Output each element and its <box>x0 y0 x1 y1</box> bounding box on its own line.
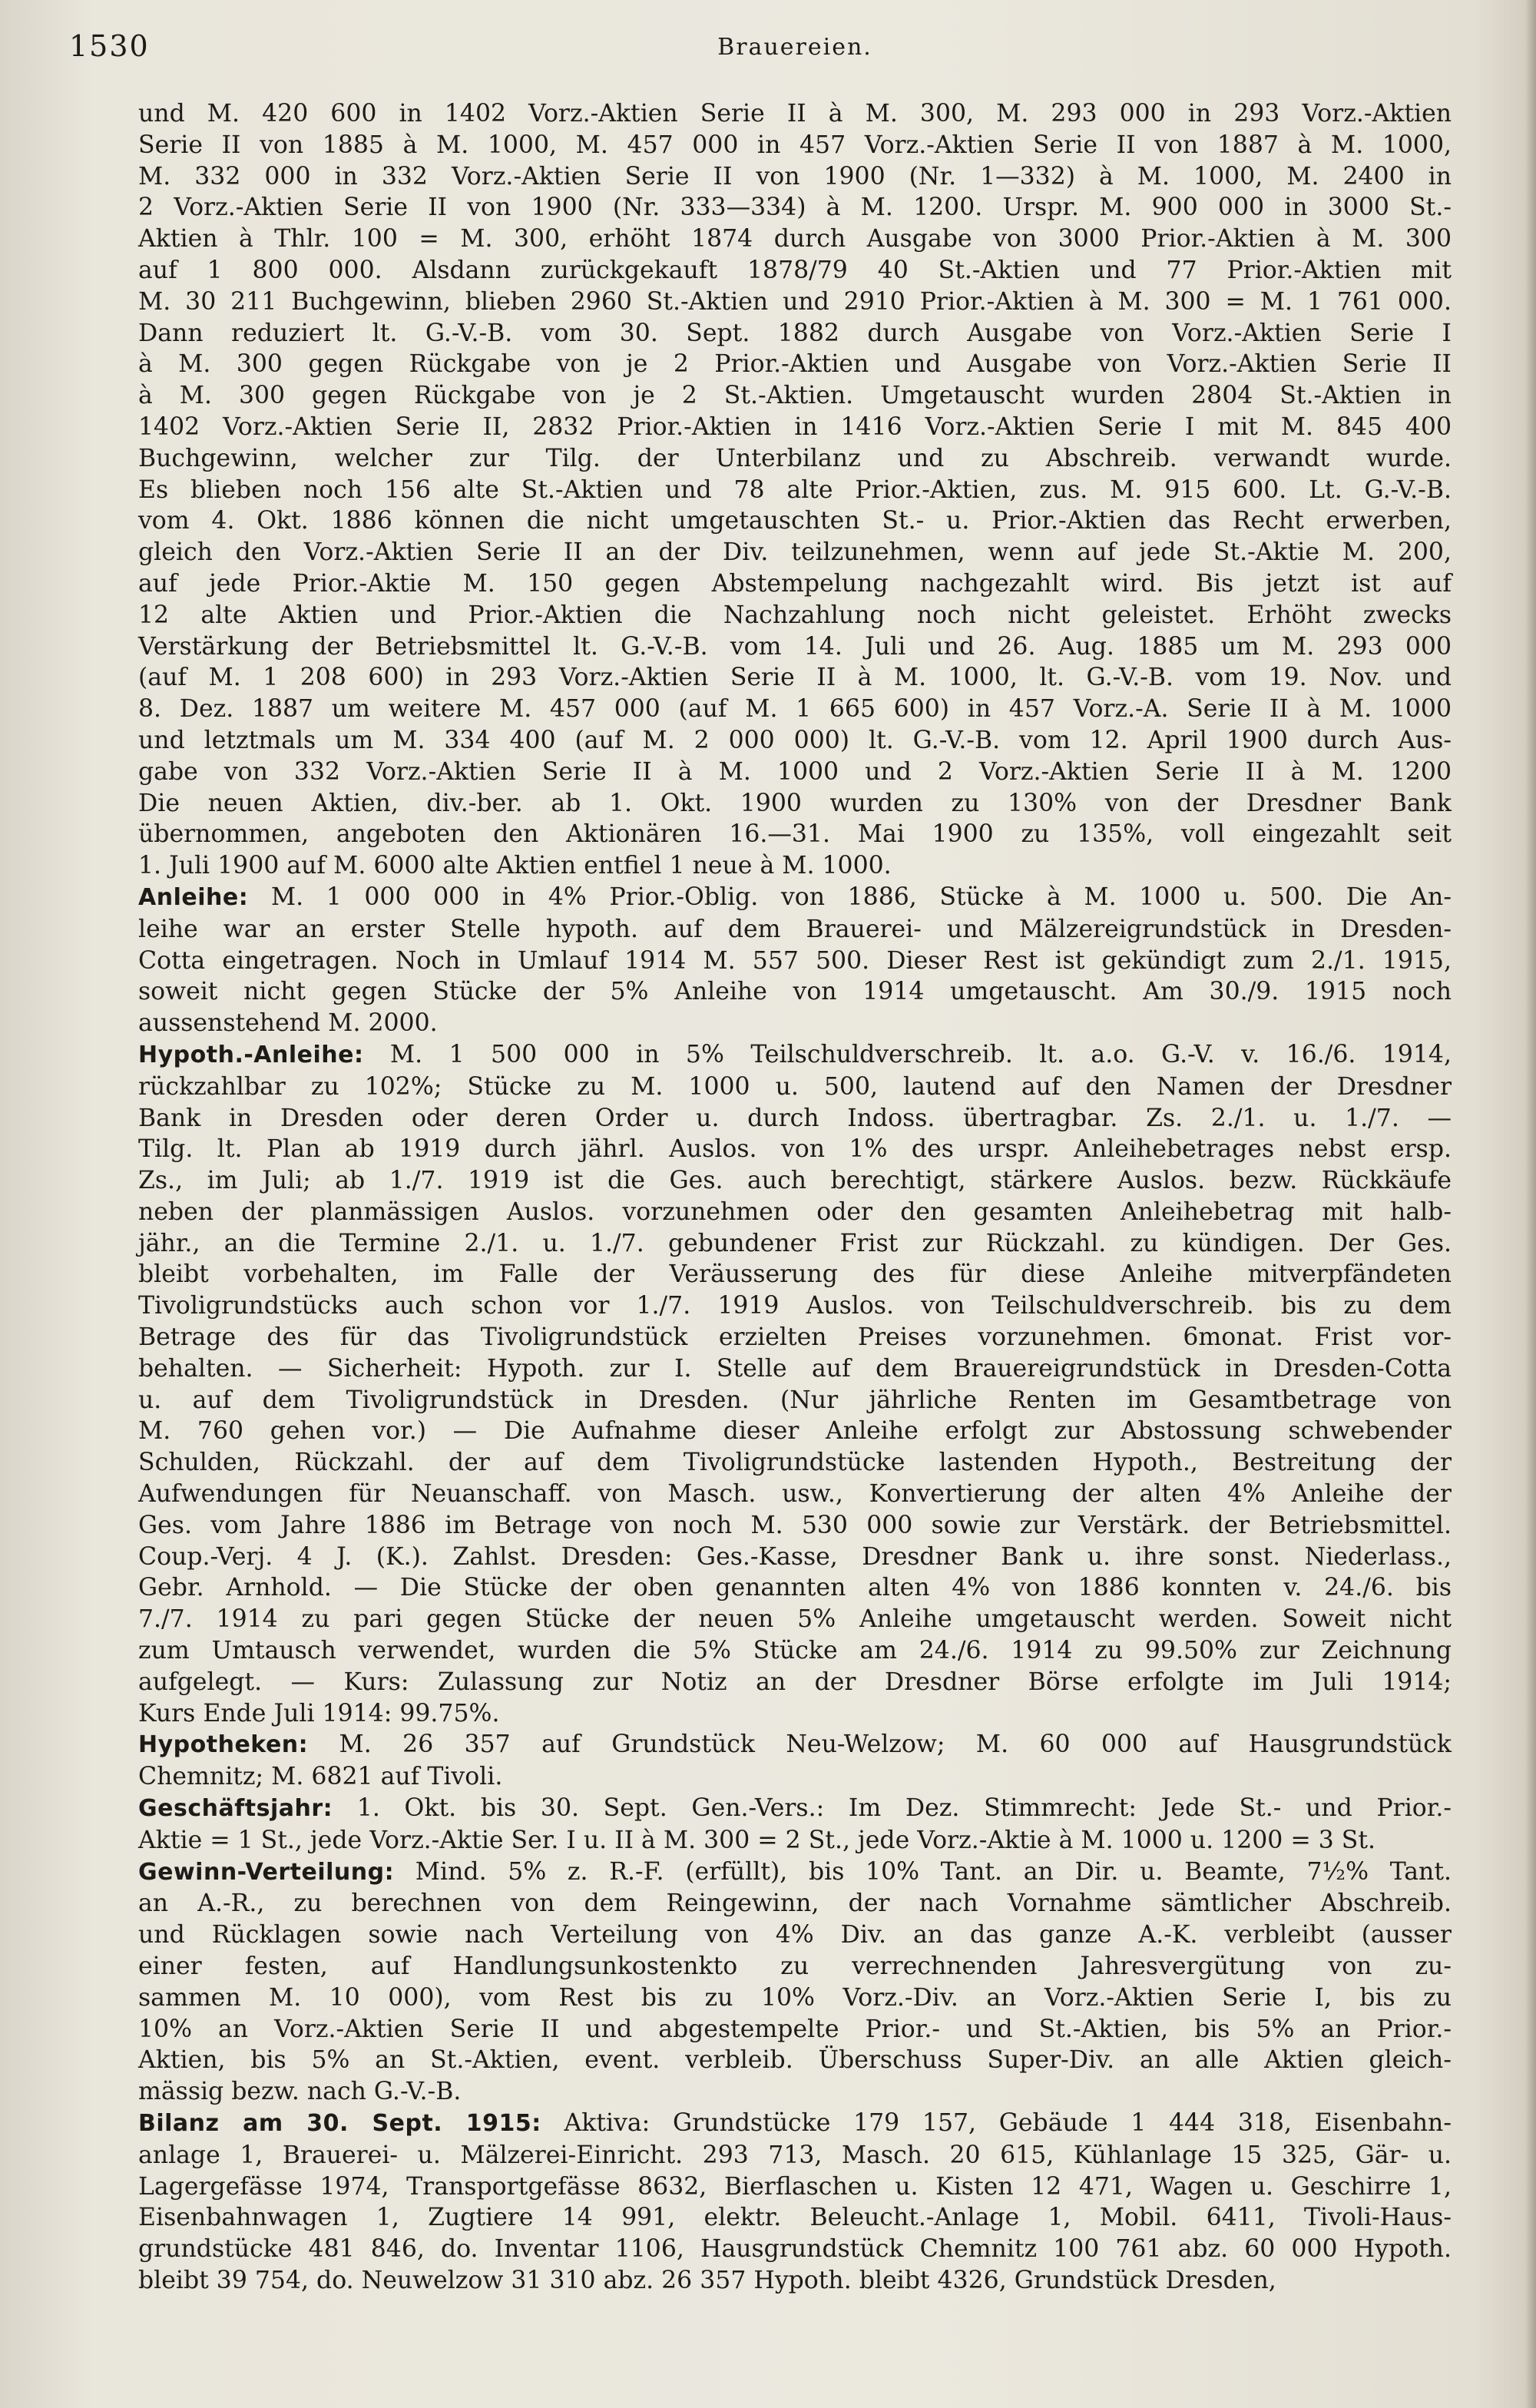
line-text: Mind. 5% z. R.-F. (erfüllt), bis 10% Tant. an Dir. u. Beamte, 7½% Tant. <box>394 1857 1452 1886</box>
text-line: übernommen, angeboten den Aktionären 16.—31. Mai 1900 zu 135%, voll eingezahlt seit <box>138 820 1452 849</box>
text-line: auf 1 800 000. Alsdann zurückgekauft 1878/79 40 St.-Aktien und 77 Prior.-Aktien mit <box>138 256 1452 284</box>
text-line: M. 30 211 Buchgewinn, blieben 2960 St.-Aktien und 2910 Prior.-Aktien à M. 300 = M. 1 761 000. <box>138 287 1452 316</box>
text-line: Aktien à Thlr. 100 = M. 300, erhöht 1874 durch Ausgabe von 3000 Prior.-Aktien à M. 300 <box>138 225 1452 253</box>
text-line: 12 alte Aktien und Prior.-Aktien die Nachzahlung noch nicht geleistet. Erhöht zwecks <box>138 601 1452 629</box>
section-heading: Gewinn-Verteilung: <box>138 1858 395 1886</box>
section-paragraph <box>138 1729 1452 1793</box>
line-text: 1. Okt. bis 30. Sept. Gen.-Vers.: Im Dez. Stimmrecht: Jede St.- und Prior.- <box>333 1794 1452 1823</box>
text-line: Chemnitz; M. 6821 auf Tivoli. <box>138 1763 503 1791</box>
text-line: 1. Juli 1900 auf M. 6000 alte Aktien entfiel 1 neue à M. 1000. <box>138 852 892 880</box>
section-heading: Hypotheken: <box>138 1731 309 1759</box>
running-head: Brauereien. <box>717 34 872 61</box>
text-line: auf jede Prior.-Aktie M. 150 gegen Abstempelung nachgezahlt wird. Bis jetzt ist auf <box>138 569 1452 598</box>
text-line: 10% an Vorz.-Aktien Serie II und abgestempelte Prior.- und St.-Aktien, bis 5% an Prior.- <box>138 2015 1452 2043</box>
text-line: Tilg. lt. Plan ab 1919 durch jährl. Auslos. von 1% des urspr. Anleihebetrages nebst ersp. <box>138 1135 1452 1164</box>
text-line: 1402 Vorz.-Aktien Serie II, 2832 Prior.-Aktien in 1416 Vorz.-Aktien Serie I mit M. 845 400 <box>138 412 1452 441</box>
text-line: neben der planmässigen Auslos. vorzunehmen oder den gesamten Anleihebetrag mit halb- <box>138 1197 1452 1226</box>
text-line <box>138 2108 1452 2140</box>
text-line: Verstärkung der Betriebsmittel lt. G.-V.-B. vom 14. Juli und 26. Aug. 1885 um M. 293 000 <box>138 632 1452 661</box>
text-line: zum Umtausch verwendet, wurden die 5% Stücke am 24./6. 1914 zu 99.50% zur Zeichnung <box>138 1637 1452 1665</box>
text-line: an A.-R., zu berechnen von dem Reingewinn, der nach Vornahme sämtlicher Abschreib. <box>138 1890 1452 1918</box>
text-line: à M. 300 gegen Rückgabe von je 2 Prior.-Aktien und Ausgabe von Vorz.-Aktien Serie II <box>138 350 1452 379</box>
text-line: behalten. — Sicherheit: Hypoth. zur I. Stelle auf dem Brauereigrundstück in Dresden-Cotta <box>138 1354 1452 1383</box>
text-line: und letztmals um M. 334 400 (auf M. 2 000 000) lt. G.-V.-B. vom 12. April 1900 durch Aus- <box>138 726 1452 754</box>
text-line: vom 4. Okt. 1886 können die nicht umgetauschten St.- u. Prior.-Aktien das Recht erwerben, <box>138 507 1452 535</box>
text-line: M. 760 gehen vor.) — Die Aufnahme dieser Anleihe erfolgt zur Abstossung schwebender <box>138 1417 1452 1446</box>
text-line: anlage 1, Brauerei- u. Mälzerei-Einricht. 293 713, Masch. 20 615, Kühlanlage 15 325, Gär- u. <box>138 2141 1452 2169</box>
section-paragraph <box>138 1793 1452 1857</box>
text-line: Eisenbahnwagen 1, Zugtiere 14 991, elektr. Beleucht.-Anlage 1, Mobil. 6411, Tivoli-Haus- <box>138 2204 1452 2232</box>
section-heading: Geschäftsjahr: <box>138 1795 333 1823</box>
text-line: einer festen, auf Handlungsunkostenkto zu verrechnenden Jahresvergütung von zu- <box>138 1953 1452 1981</box>
text-line: Es blieben noch 156 alte St.-Aktien und 78 alte Prior.-Aktien, zus. M. 915 600. Lt. G.-V.-B. <box>138 475 1452 504</box>
section-paragraph <box>138 2108 1452 2297</box>
text-line: (auf M. 1 208 600) in 293 Vorz.-Aktien Serie II à M. 1000, lt. G.-V.-B. vom 19. Nov. und <box>138 664 1452 692</box>
text-line: und Rücklagen sowie nach Verteilung von 4% Div. an das ganze A.-K. verbleibt (ausser <box>138 1921 1452 1949</box>
text-line: Betrage des für das Tivoligrundstück erzielten Preises vorzunehmen. 6monat. Frist vor- <box>138 1323 1452 1352</box>
line-text: M. 1 000 000 in 4% Prior.-Oblig. von 1886, Stücke à M. 1000 u. 500. Die An- <box>248 883 1452 911</box>
text-line: grundstücke 481 846, do. Inventar 1106, Hausgrundstück Chemnitz 100 761 abz. 60 000 Hypoth. <box>138 2235 1452 2264</box>
text-line: M. 332 000 in 332 Vorz.-Aktien Serie II von 1900 (Nr. 1—332) à M. 1000, M. 2400 in <box>138 162 1452 190</box>
text-line: Tivoligrundstücks auch schon vor 1./7. 1919 Auslos. von Teilschuldverschreib. bis zu dem <box>138 1292 1452 1320</box>
text-line: 7./7. 1914 zu pari gegen Stücke der neuen 5% Anleihe umgetauscht werden. Soweit nicht <box>138 1605 1452 1634</box>
text-line: Schulden, Rückzahl. der auf dem Tivoligrundstücke lastenden Hypoth., Bestreitung der <box>138 1449 1452 1477</box>
text-line: gabe von 332 Vorz.-Aktien Serie II à M. 1000 und 2 Vorz.-Aktien Serie II à M. 1200 <box>138 757 1452 786</box>
section-heading: Bilanz am 30. Sept. 1915: <box>138 2110 541 2137</box>
page-edge-shadow <box>1525 0 1536 2408</box>
text-line: 2 Vorz.-Aktien Serie II von 1900 (Nr. 333—334) à M. 1200. Urspr. M. 900 000 in 3000 St.- <box>138 194 1452 222</box>
text-line: Lagergefässe 1974, Transportgefässe 8632, Bierflaschen u. Kisten 12 471, Wagen u. Geschirre 1, <box>138 2172 1452 2201</box>
text-line: Aktie = 1 St., jede Vorz.-Aktie Ser. I u. II à M. 300 = 2 St., jede Vorz.-Aktie à M. 1000 u. 1200 = 3 St. <box>138 1826 1376 1854</box>
line-text: Aktiva: Grundstücke 179 157, Gebäude 1 444 318, Eisenbahn- <box>541 2109 1452 2137</box>
text-line: Bank in Dresden oder deren Order u. durch Indoss. übertragbar. Zs. 2./1. u. 1./7. — <box>138 1104 1452 1132</box>
text-line: soweit nicht gegen Stücke der 5% Anleihe von 1914 umgetauscht. Am 30./9. 1915 noch <box>138 978 1452 1006</box>
text-line: sammen M. 10 000), vom Rest bis zu 10% Vorz.-Div. an Vorz.-Aktien Serie I, bis zu <box>138 1983 1452 2012</box>
text-line: Aktien, bis 5% an St.-Aktien, event. verbleib. Überschuss Super-Div. an alle Aktien gleich- <box>138 2046 1452 2075</box>
text-line <box>138 1857 1452 1889</box>
line-text: M. 1 500 000 in 5% Teilschuldverschreib. lt. a.o. G.-V. v. 16./6. 1914, <box>363 1040 1452 1068</box>
text-line: gleich den Vorz.-Aktien Serie II an der Div. teilzunehmen, wenn auf jede St.-Aktie M. 200, <box>138 538 1452 567</box>
text-line: Gebr. Arnhold. — Die Stücke der oben genannten alten 4% von 1886 konnten v. 24./6. bis <box>138 1574 1452 1602</box>
text-line: jähr., an die Termine 2./1. u. 1./7. gebundener Frist zur Rückzahl. zu kündigen. Der Ges. <box>138 1229 1452 1257</box>
text-line: u. auf dem Tivoligrundstück in Dresden. (Nur jährliche Renten im Gesamtbetrage von <box>138 1386 1452 1414</box>
body-text <box>138 98 1452 2297</box>
text-line: mässig bezw. nach G.-V.-B. <box>138 2078 462 2106</box>
line-text: M. 26 357 auf Grundstück Neu-Welzow; M. 60 000 auf Hausgrundstück <box>308 1731 1452 1759</box>
text-line: bleibt vorbehalten, im Falle der Veräusserung des für diese Anleihe mitverpfändeten <box>138 1260 1452 1289</box>
page-header <box>69 29 1475 75</box>
section-heading: Hypoth.-Anleihe: <box>138 1041 364 1068</box>
text-line: 8. Dez. 1887 um weitere M. 457 000 (auf M. 1 665 600) in 457 Vorz.-A. Serie II à M. 1000 <box>138 695 1452 724</box>
text-line: Buchgewinn, welcher zur Tilg. der Unterbilanz und zu Abschreib. verwandt wurde. <box>138 444 1452 472</box>
section-paragraph <box>138 882 1452 1039</box>
text-line <box>138 1793 1452 1825</box>
text-line: Ges. vom Jahre 1886 im Betrage von noch M. 530 000 sowie zur Verstärk. der Betriebsmittel. <box>138 1511 1452 1539</box>
text-line: leihe war an erster Stelle hypoth. auf dem Brauerei- und Mälzereigrundstück in Dresden- <box>138 915 1452 943</box>
section-heading: Anleihe: <box>138 883 249 911</box>
text-line: bleibt 39 754, do. Neuwelzow 31 310 abz. 26 357 Hypoth. bleibt 4326, Grundstück Dresden, <box>138 2266 1276 2294</box>
text-line: und M. 420 600 in 1402 Vorz.-Aktien Serie II à M. 300, M. 293 000 in 293 Vorz.-Aktien <box>138 100 1452 128</box>
text-line <box>138 1039 1452 1072</box>
text-line: Cotta eingetragen. Noch in Umlauf 1914 M. 557 500. Dieser Rest ist gekündigt zum 2./1. 1915, <box>138 946 1452 975</box>
text-line: aufgelegt. — Kurs: Zulassung zur Notiz an der Dresdner Börse erfolgte im Juli 1914; <box>138 1668 1452 1696</box>
text-line: Die neuen Aktien, div.-ber. ab 1. Okt. 1900 wurden zu 130% von der Dresdner Bank <box>138 789 1452 817</box>
paragraph <box>138 98 1452 882</box>
text-line <box>138 882 1452 914</box>
text-line <box>138 1729 1452 1761</box>
page-number: 1530 <box>69 29 150 63</box>
section-paragraph <box>138 1857 1452 2108</box>
text-line: Zs., im Juli; ab 1./7. 1919 ist die Ges. auch berechtigt, stärkere Auslos. bezw. Rückkäufe <box>138 1167 1452 1195</box>
text-line: Kurs Ende Juli 1914: 99.75%. <box>138 1699 500 1727</box>
section-paragraph <box>138 1039 1452 1730</box>
text-line: Aufwendungen für Neuanschaff. von Masch. usw., Konvertierung der alten 4% Anleihe der <box>138 1480 1452 1509</box>
text-line: Serie II von 1885 à M. 1000, M. 457 000 in 457 Vorz.-Aktien Serie II von 1887 à M. 1000, <box>138 131 1452 159</box>
text-line: aussenstehend M. 2000. <box>138 1009 438 1038</box>
text-line: à M. 300 gegen Rückgabe von je 2 St.-Aktien. Umgetauscht wurden 2804 St.-Aktien in <box>138 382 1452 410</box>
text-line: Coup.-Verj. 4 J. (K.). Zahlst. Dresden: Ges.-Kasse, Dresdner Bank u. ihre sonst. Niederlass., <box>138 1542 1452 1571</box>
text-line: rückzahlbar zu 102%; Stücke zu M. 1000 u. 500, lautend auf den Namen der Dresdner <box>138 1072 1452 1101</box>
text-line: Dann reduziert lt. G.-V.-B. vom 30. Sept. 1882 durch Ausgabe von Vorz.-Aktien Serie I <box>138 319 1452 347</box>
